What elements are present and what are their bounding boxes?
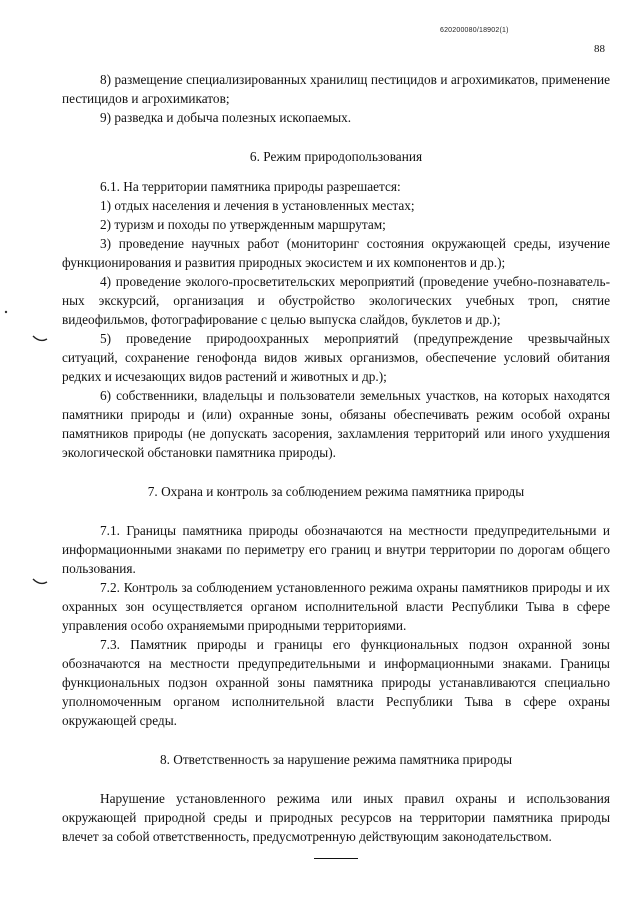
- section-8-paragraph: Нарушение установленного режима или иных правил охраны и использования окружающей природной среды и природных ресурсов на территории памятника природы влечет за собой ответственность, предусмотренную действующим законодательством.: [62, 791, 610, 844]
- margin-mark: [32, 335, 48, 343]
- document-body: [62, 70, 610, 859]
- section-7-paragraph-2: 7.2. Контроль за соблюдением установленного режима охраны памятников природы и их охранных зон осуществляется органом исполнительной власти Республики Тыва в сфере управления особо охраняемыми природными территориями.: [62, 580, 610, 633]
- section-7-title: 7. Охрана и контроль за соблюдением режима памятника природы: [147, 484, 525, 499]
- section-6-intro: 6.1. На территории памятника природы разрешается:: [100, 179, 401, 194]
- margin-mark: [32, 578, 48, 586]
- list-item-8: 8) размещение специализированных хранилищ пестицидов и агрохимикатов, применение пестицидов и агрохимикатов;: [62, 72, 610, 106]
- document-id: 620200080/18902(1): [440, 27, 509, 34]
- section-6-title: 6. Режим природопользования: [249, 149, 423, 164]
- section-6-item-6: 6) собственники, владельцы и пользователи земельных участков, на которых находятся памятники природы и (или) охранные зоны, обязаны обеспечивать режим особой охраны памятников природы (не допускать засорения, захламления территорий или иного ухудшения экологической обстановки памятника природы).: [62, 388, 610, 460]
- section-7-paragraph-3: 7.3. Памятник природы и границы его функциональных подзон охранной зоны обозначаются на местности предупредительными и информационными знаками. Границы функциональных подзон охранной зоны памятника природы устанавливаются специально уполномоченным органом исполнительной власти Республики Тыва в сфере охраны окружающей среды.: [62, 637, 610, 728]
- end-rule: [314, 858, 358, 859]
- section-6-item-2: 2) туризм и походы по утвержденным маршрутам;: [100, 217, 386, 232]
- section-6-item-3: 3) проведение научных работ (мониторинг состояния окружающей среды, изучение функционирования и развития природных экосистем и их компонентов и др.);: [62, 236, 610, 270]
- section-6-item-1: 1) отдых населения и лечения в установленных местах;: [100, 198, 415, 213]
- section-6-item-4: 4) проведение эколого-просветительских мероприятий (проведение учебно-познаватель-ных экскурсий, организация и обустройство экологических учебных троп, снятие видеофильмов, фотографирование с целью выпуска слайдов, буклетов и др.);: [62, 274, 610, 327]
- margin-dot: [4, 310, 8, 314]
- section-7-paragraph-1: 7.1. Границы памятника природы обозначаются на местности предупредительными и информационными знаками по периметру его границ и внутри территории по дорогам общего пользования.: [62, 523, 610, 576]
- page-number: 88: [594, 43, 605, 55]
- section-8-title: 8. Ответственность за нарушение режима памятника природы: [159, 752, 513, 767]
- section-6-item-5: 5) проведение природоохранных мероприятий (предупреждение чрезвычайных ситуаций, сохранение генофонда видов живых организмов, обеспечение условий обитания редких и исчезающих видов растений и животных и др.);: [62, 331, 610, 384]
- list-item-9: 9) разведка и добыча полезных ископаемых.: [100, 110, 352, 125]
